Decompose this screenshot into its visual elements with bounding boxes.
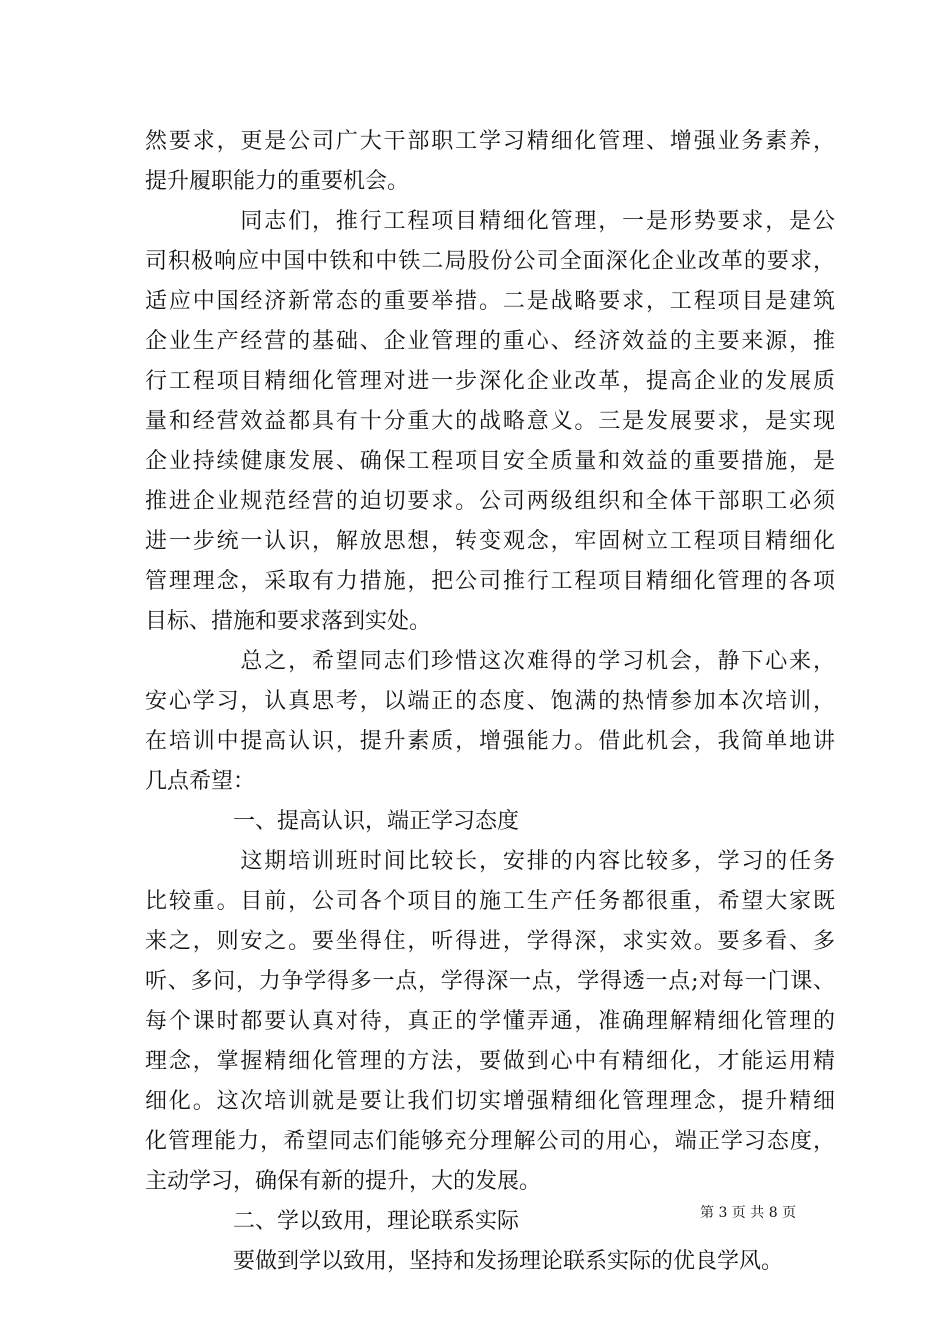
text-line: 进一步统一认识，解放思想，转变观念，牢固树立工程项目精细化 bbox=[145, 529, 835, 554]
text-line: 提升履职能力的重要机会。 bbox=[145, 169, 410, 194]
text-line: 细化。这次培训就是要让我们切实增强精细化管理理念，提升精细 bbox=[145, 1089, 835, 1114]
section-heading: 二、学以致用，理论联系实际 bbox=[145, 1209, 520, 1234]
text-line: 企业持续健康发展、确保工程项目安全质量和效益的重要措施，是 bbox=[145, 449, 835, 474]
text-line: 企业生产经营的基础、企业管理的重心、经济效益的主要来源，推 bbox=[145, 329, 835, 354]
text-line: 行工程项目精细化管理对进一步深化企业改革，提高企业的发展质 bbox=[145, 369, 835, 394]
text-line: 推进企业规范经营的迫切要求。公司两级组织和全体干部职工必须 bbox=[145, 489, 835, 514]
text-line: 主动学习，确保有新的提升，大的发展。 bbox=[145, 1169, 542, 1194]
text-line: 适应中国经济新常态的重要举措。二是战略要求，工程项目是建筑 bbox=[145, 289, 835, 314]
text-line: 几点希望： bbox=[145, 769, 256, 794]
text-line: 管理理念，采取有力措施，把公司推行工程项目精细化管理的各项 bbox=[145, 569, 835, 594]
text-line: 在培训中提高认识，提升素质，增强能力。借此机会，我简单地讲 bbox=[145, 729, 835, 754]
text-line: 同志们，推行工程项目精细化管理，一是形势要求，是公 bbox=[145, 209, 835, 234]
text-line: 化管理能力，希望同志们能够充分理解公司的用心，端正学习态度， bbox=[145, 1129, 835, 1154]
text-line: 听、多问，力争学得多一点，学得深一点，学得透一点;对每一门课、 bbox=[145, 969, 835, 994]
page-number: 第 3 页 共 8 页 bbox=[700, 1205, 797, 1221]
document-body bbox=[145, 122, 835, 1282]
section-heading: 一、提高认识，端正学习态度 bbox=[145, 809, 520, 834]
text-line: 总之，希望同志们珍惜这次难得的学习机会，静下心来， bbox=[145, 649, 835, 674]
text-line: 安心学习，认真思考，以端正的态度、饱满的热情参加本次培训， bbox=[145, 689, 835, 714]
text-line: 比较重。目前，公司各个项目的施工生产任务都很重，希望大家既 bbox=[145, 889, 835, 914]
text-line: 来之，则安之。要坐得住，听得进，学得深，求实效。要多看、多 bbox=[145, 929, 835, 954]
text-line: 理念，掌握精细化管理的方法，要做到心中有精细化，才能运用精 bbox=[145, 1049, 835, 1074]
text-line: 要做到学以致用，坚持和发扬理论联系实际的优良学风。 bbox=[145, 1249, 784, 1274]
text-line: 量和经营效益都具有十分重大的战略意义。三是发展要求，是实现 bbox=[145, 409, 835, 434]
text-line: 每个课时都要认真对待，真正的学懂弄通，准确理解精细化管理的 bbox=[145, 1009, 835, 1034]
text-line: 这期培训班时间比较长，安排的内容比较多，学习的任务 bbox=[145, 849, 835, 874]
text-line: 司积极响应中国中铁和中铁二局股份公司全面深化企业改革的要求， bbox=[145, 249, 835, 274]
text-line: 目标、措施和要求落到实处。 bbox=[145, 609, 432, 634]
text-line: 然要求，更是公司广大干部职工学习精细化管理、增强业务素养， bbox=[145, 129, 835, 154]
